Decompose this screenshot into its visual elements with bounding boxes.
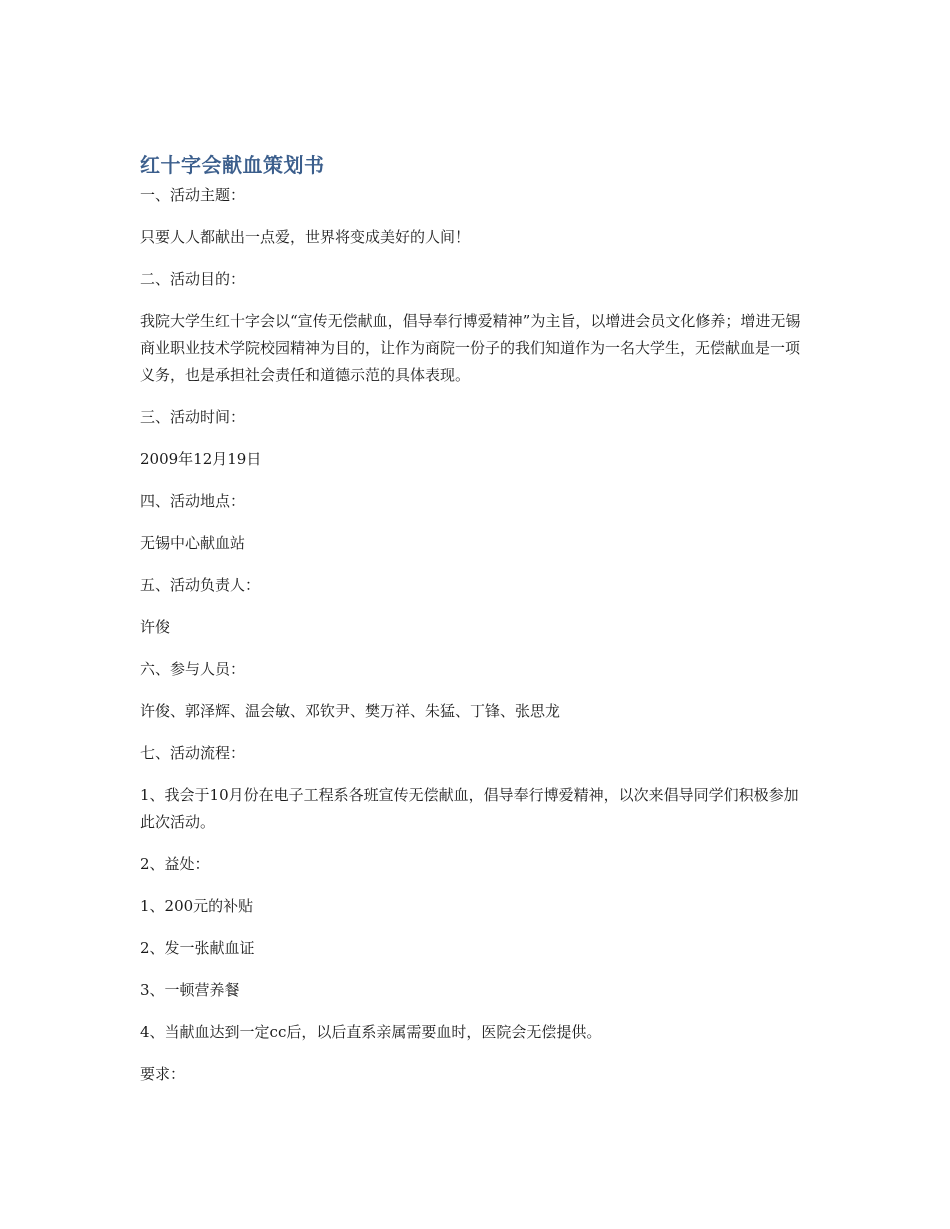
heading-requirements: 要求： (140, 1065, 186, 1083)
list-item-benefit-1: 1、200元的补贴 (140, 897, 254, 915)
paragraph-benefits-heading: 2、益处： (140, 855, 210, 873)
paragraph-purpose: 我院大学生红十字会以“宣传无偿献血，倡导奉行博爱精神”为主旨，以增进会员文化修养；增进无锡商业职业技术学院校园精神为目的，让作为商院一份子的我们知道作为一名大学生，无偿献血是一项义务，也是承担社会责任和道德示范的具体表现。 (140, 312, 801, 384)
paragraph-time: 2009年12月19日 (140, 450, 262, 468)
heading-theme: 一、活动主题： (140, 186, 246, 204)
heading-participants: 六、参与人员： (140, 660, 246, 678)
list-item-benefit-3: 3、一顿营养餐 (140, 981, 240, 999)
paragraph-theme: 只要人人都献出一点爱，世界将变成美好的人间！ (140, 228, 471, 246)
heading-location: 四、活动地点： (140, 492, 246, 510)
paragraph-participants: 许俊、郭泽辉、温会敏、邓钦尹、樊万祥、朱猛、丁锋、张思龙 (140, 702, 561, 720)
heading-process: 七、活动流程： (140, 744, 246, 762)
heading-time: 三、活动时间： (140, 408, 246, 426)
heading-leader: 五、活动负责人： (140, 576, 261, 594)
document-title: 红十字会献血策划书 (140, 153, 325, 177)
document-body (140, 150, 810, 1103)
heading-purpose: 二、活动目的： (140, 270, 246, 288)
paragraph-leader: 许俊 (140, 618, 171, 636)
paragraph-location: 无锡中心献血站 (140, 534, 246, 552)
list-item-benefit-2: 2、发一张献血证 (140, 939, 255, 957)
paragraph-process-1: 1、我会于10月份在电子工程系各班宣传无偿献血，倡导奉行博爱精神，以次来倡导同学们积极参加此次活动。 (140, 786, 799, 831)
list-item-benefit-4: 4、当献血达到一定cc后，以后直系亲属需要血时，医院会无偿提供。 (140, 1023, 602, 1041)
